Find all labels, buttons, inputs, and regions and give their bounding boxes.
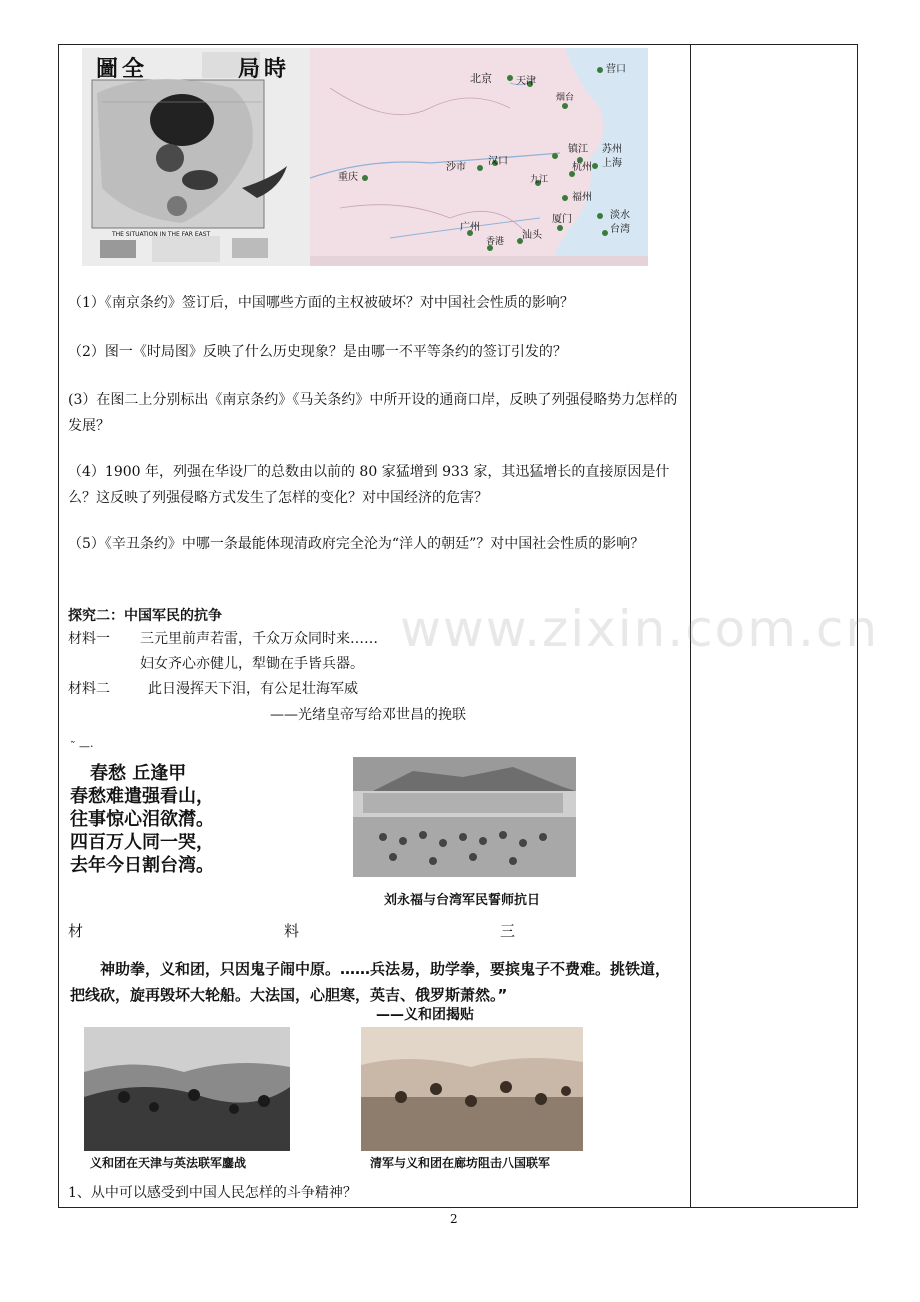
watermark: www.zixin.com.cn [400, 600, 880, 658]
langfang-battle-caption: 清军与义和团在廊坊阻击八国联军 [370, 1156, 551, 1170]
map2-city-label: 杭州 [572, 162, 592, 173]
map2-city-label: 汕头 [522, 230, 542, 241]
material-2-label: 材料二 [68, 681, 110, 697]
map2-city-label: 重庆 [338, 172, 358, 183]
map2-city-label: 天津 [516, 76, 536, 87]
material-3-source: ——义和团揭贴 [376, 1007, 474, 1023]
map2-city-label: 汉口 [488, 156, 508, 167]
shiju-map-image [82, 48, 310, 266]
question-4: （4）1900 年，列强在华设厂的总数由以前的 80 家猛增到 933 家，其迅猛增长的直接原因是什么？这反映了列强侵略方式发生了怎样的变化？对中国经济的危害？ [68, 464, 670, 506]
material-3-text: 神助拳，义和团，只因鬼子闹中原。……兵法易，助学拳，要摈鬼子不费难。挑铁道，把线砍，旋再毁坏大轮船。大法国，心胆寒，英吉、俄罗斯萧然。” [70, 960, 671, 1004]
material-2-line-1: 此日漫挥天下泪，有公足壮海军威 [148, 681, 358, 697]
material-2-source: ——光绪皇帝写给邓世昌的挽联 [270, 707, 466, 723]
treaty-ports-map-image [310, 48, 648, 266]
material-1-label: 材料一 [68, 631, 110, 647]
map2-city-label: 福州 [572, 192, 592, 203]
map2-city-label: 广州 [460, 222, 480, 233]
material-3-char: 材 [68, 922, 84, 940]
question-3: (3）在图二上分别标出《南京条约》《马关条约》中所开设的通商口岸，反映了列强侵略势力怎样的发展？ [68, 392, 678, 434]
shiju-caption: THE SITUATION IN THE FAR EAST [112, 231, 211, 238]
map2-city-label: 沙市 [446, 162, 466, 173]
langfang-battle-photo [361, 1027, 583, 1151]
poem-line: 春愁难遣强看山， [70, 786, 214, 807]
liu-yongfu-caption: 刘永福与台湾军民誓师抗日 [384, 893, 541, 908]
tianjin-battle-caption: 义和团在天津与英法联军鏖战 [90, 1156, 247, 1170]
poem-block [70, 762, 214, 877]
shiju-title-left: 圖全 [96, 56, 149, 82]
poem-line: 去年今日割台湾。 [70, 855, 214, 876]
page-number: 2 [450, 1212, 458, 1226]
map2-city-label: 上海 [602, 158, 622, 169]
final-question: 1、从中可以感受到中国人民怎样的斗争精神？ [68, 1185, 357, 1201]
poem-line: 四百万人同一哭， [70, 832, 214, 853]
material-1-line-1: 三元里前声若雷，千众万众同时来…… [140, 631, 378, 647]
map2-city-label: 烟台 [556, 93, 575, 103]
map2-city-label: 苏州 [602, 144, 622, 155]
map2-city-label: 香港 [486, 237, 505, 247]
map2-city-label: 淡水 [610, 210, 630, 221]
poem-title: 春愁 丘逢甲 [90, 763, 187, 784]
map2-city-label: 台湾 [610, 224, 630, 235]
map2-city-label: 九江 [530, 175, 549, 185]
map2-city-label: 厦门 [552, 214, 572, 225]
section-heading: 探究二：中国军民的抗争 [68, 608, 222, 624]
question-5: （5）《辛丑条约》中哪一条最能体现清政府完全沦为“洋人的朝廷”？对中国社会性质的影响？ [68, 536, 645, 552]
material-3-char: 三 [500, 922, 516, 940]
poem-line: 往事惊心泪欲潸。 [70, 809, 214, 830]
map2-city-label: 营口 [606, 64, 626, 75]
map2-city-label: 镇江 [568, 144, 588, 155]
question-1: （1）《南京条约》签订后，中国哪些方面的主权被破坏？对中国社会性质的影响？ [68, 295, 574, 311]
tianjin-battle-photo [84, 1027, 290, 1151]
stray-mark: ˜ —· [70, 740, 94, 753]
question-2: （2）图一《时局图》反映了什么历史现象？是由哪一不平等条约的签订引发的？ [68, 344, 567, 360]
material-1-line-2: 妇女齐心亦健儿，犁锄在手皆兵器。 [140, 656, 364, 672]
liu-yongfu-photo [353, 757, 576, 877]
shiju-title-right: 局時 [238, 56, 291, 82]
map2-city-label: 北京 [470, 72, 492, 85]
material-3-char: 料 [284, 922, 300, 940]
